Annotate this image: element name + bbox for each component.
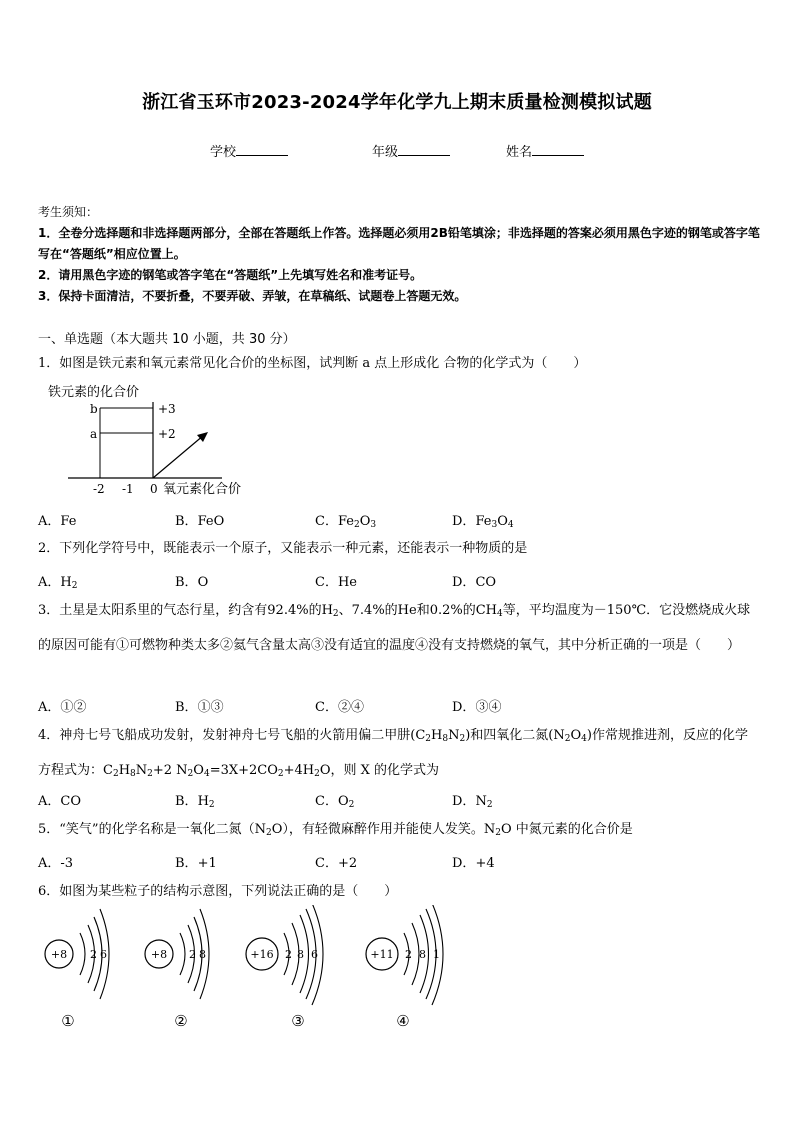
atom-label: ① <box>61 1012 75 1030</box>
name-field[interactable] <box>506 141 584 160</box>
option-d[interactable]: D．③④ <box>452 700 502 715</box>
atom-4 <box>366 905 443 1030</box>
shell-3-count: 1 <box>433 948 440 961</box>
question-1-options <box>38 510 758 532</box>
shell-2-count: 8 <box>419 948 426 961</box>
valence-coordinate-diagram <box>40 380 300 500</box>
question-2-options <box>38 571 758 593</box>
tick-minus2: -2 <box>93 482 105 496</box>
option-c[interactable]: C．+2 <box>315 856 358 871</box>
option-c[interactable]: C．He <box>315 575 357 590</box>
shell-1-count: 2 <box>90 948 97 961</box>
school-field[interactable] <box>210 141 288 160</box>
question-6-stem: 6．如图为某些粒子的结构示意图，下列说法正确的是（ ） <box>38 884 398 899</box>
label-a: a <box>90 427 98 441</box>
nucleus-charge: +16 <box>250 948 274 961</box>
shell-1-count: 2 <box>285 948 292 961</box>
question-4-stem: 4．神舟七号飞船成功发射，发射神舟七号飞船的火箭用偏二甲肼$(C_2H_8N_2)$和四氧化二氮$(N_2O_4)$作常规推进剂，反应的化学方程式为：$C_2H_8N_2+2$ $N_2O_4=3X+2CO_2+4H_2O$，则 X 的化学式为 <box>38 728 748 779</box>
tick-zero: 0 <box>150 482 158 496</box>
notice-item-2: 2．请用黑色字迹的钢笔或答字笔在“答题纸”上先填写姓名和准考证号。 <box>38 268 423 282</box>
nucleus-charge: +11 <box>370 948 394 961</box>
school-label: 学校 <box>210 145 237 160</box>
option-a[interactable]: A．①② <box>38 700 87 715</box>
label-b: b <box>90 402 98 416</box>
option-a[interactable]: A．-3 <box>38 856 74 871</box>
question-3-stem: 3．土星是太阳系里的气态行星，约含有92.4%的$H_2$、7.4%的He和0.2%的$CH_4$等，平均温度为－150℃．它没燃烧成火球的原因可能有①可燃物种类太多②氦气含量太高③没有适宜的温度④没有支持燃烧的氧气，其中分析正确的一项是（ ） <box>38 603 751 653</box>
question-4-options <box>38 790 758 812</box>
atom-label: ② <box>174 1012 188 1030</box>
notice-heading: 考生须知： <box>38 205 99 219</box>
grade-label: 年级 <box>372 145 399 160</box>
question-2-stem: 2．下列化学符号中，既能表示一个原子，又能表示一种元素，还能表示一种物质的是 <box>38 541 528 556</box>
option-d[interactable]: D．CO <box>452 575 497 590</box>
tick-minus1: -1 <box>122 482 134 496</box>
atom-label: ③ <box>291 1012 305 1030</box>
diagram-x-label: 氧元素化合价 <box>163 482 242 497</box>
option-a[interactable]: A．Fe <box>38 514 77 529</box>
question-1-stem: 1．如图是铁元素和氧元素常见化合价的坐标图，试判断 a 点上形成化 合物的化学式为（ ） <box>38 356 587 371</box>
option-b[interactable]: B．①③ <box>175 700 224 715</box>
page-title: 浙江省玉环市2023-2024学年化学九上期末质量检测模拟试题 <box>142 92 652 113</box>
option-a[interactable]: A．CO <box>38 794 81 809</box>
option-d[interactable]: D．+4 <box>452 856 495 871</box>
atom-label: ④ <box>396 1012 410 1030</box>
shell-3-count: 6 <box>311 948 318 961</box>
question-5-stem: 5．“笑气”的化学名称是一氧化二氮$(N_2O)$，有轻微麻醉作用并能使人发笑。$N_2O$ 中氮元素的化合价是 <box>38 822 633 838</box>
nucleus-charge: +8 <box>150 948 168 961</box>
shell-1-count: 2 <box>405 948 412 961</box>
diagram-y-label: 铁元素的化合价 <box>48 385 140 400</box>
question-3-options <box>38 696 758 718</box>
option-c[interactable]: C．②④ <box>315 700 364 715</box>
label-plus3: +3 <box>158 402 176 416</box>
option-a[interactable]: A．$H_2$ <box>38 575 78 591</box>
option-c[interactable]: C．$O_2$ <box>315 794 355 810</box>
arrow-line <box>153 435 204 478</box>
notice-item-1: 1．全卷分选择题和非选择题两部分，全部在答题纸上作答。选择题必须用2B铅笔填涂；非选择题的答案必须用黑色字迹的钢笔或答字笔写在“答题纸”相应位置上。 <box>38 226 760 261</box>
option-c[interactable]: C．$Fe_2O_3$ <box>315 514 377 530</box>
option-d[interactable]: D．$Fe_3O_4$ <box>452 514 514 530</box>
arrow-head <box>197 432 208 442</box>
shell-2-count: 6 <box>100 948 107 961</box>
shell-1-count: 2 <box>189 948 196 961</box>
section-heading: 一、单选题（本大题共 10 小题，共 30 分） <box>38 332 296 347</box>
atom-structure-diagrams <box>38 905 498 1035</box>
shell-2-count: 8 <box>297 948 304 961</box>
atom-3 <box>246 905 323 1030</box>
atom-2 <box>145 909 209 1030</box>
atom-1 <box>45 909 109 1030</box>
option-b[interactable]: B．O <box>175 575 209 590</box>
name-label: 姓名 <box>506 145 533 160</box>
notice-item-3: 3．保持卡面清洁，不要折叠，不要弄破、弄皱，在草稿纸、试题卷上答题无效。 <box>38 289 467 303</box>
shell-2-count: 8 <box>199 948 206 961</box>
nucleus-charge: +8 <box>50 948 68 961</box>
option-b[interactable]: B．+1 <box>175 856 217 871</box>
question-5-options <box>38 852 758 874</box>
option-b[interactable]: B．FeO <box>175 514 225 529</box>
option-b[interactable]: B．$H_2$ <box>175 794 215 810</box>
label-plus2: +2 <box>158 427 176 441</box>
notice-block <box>38 202 762 307</box>
grade-field[interactable] <box>372 141 450 160</box>
option-d[interactable]: D．$N_2$ <box>452 794 493 810</box>
